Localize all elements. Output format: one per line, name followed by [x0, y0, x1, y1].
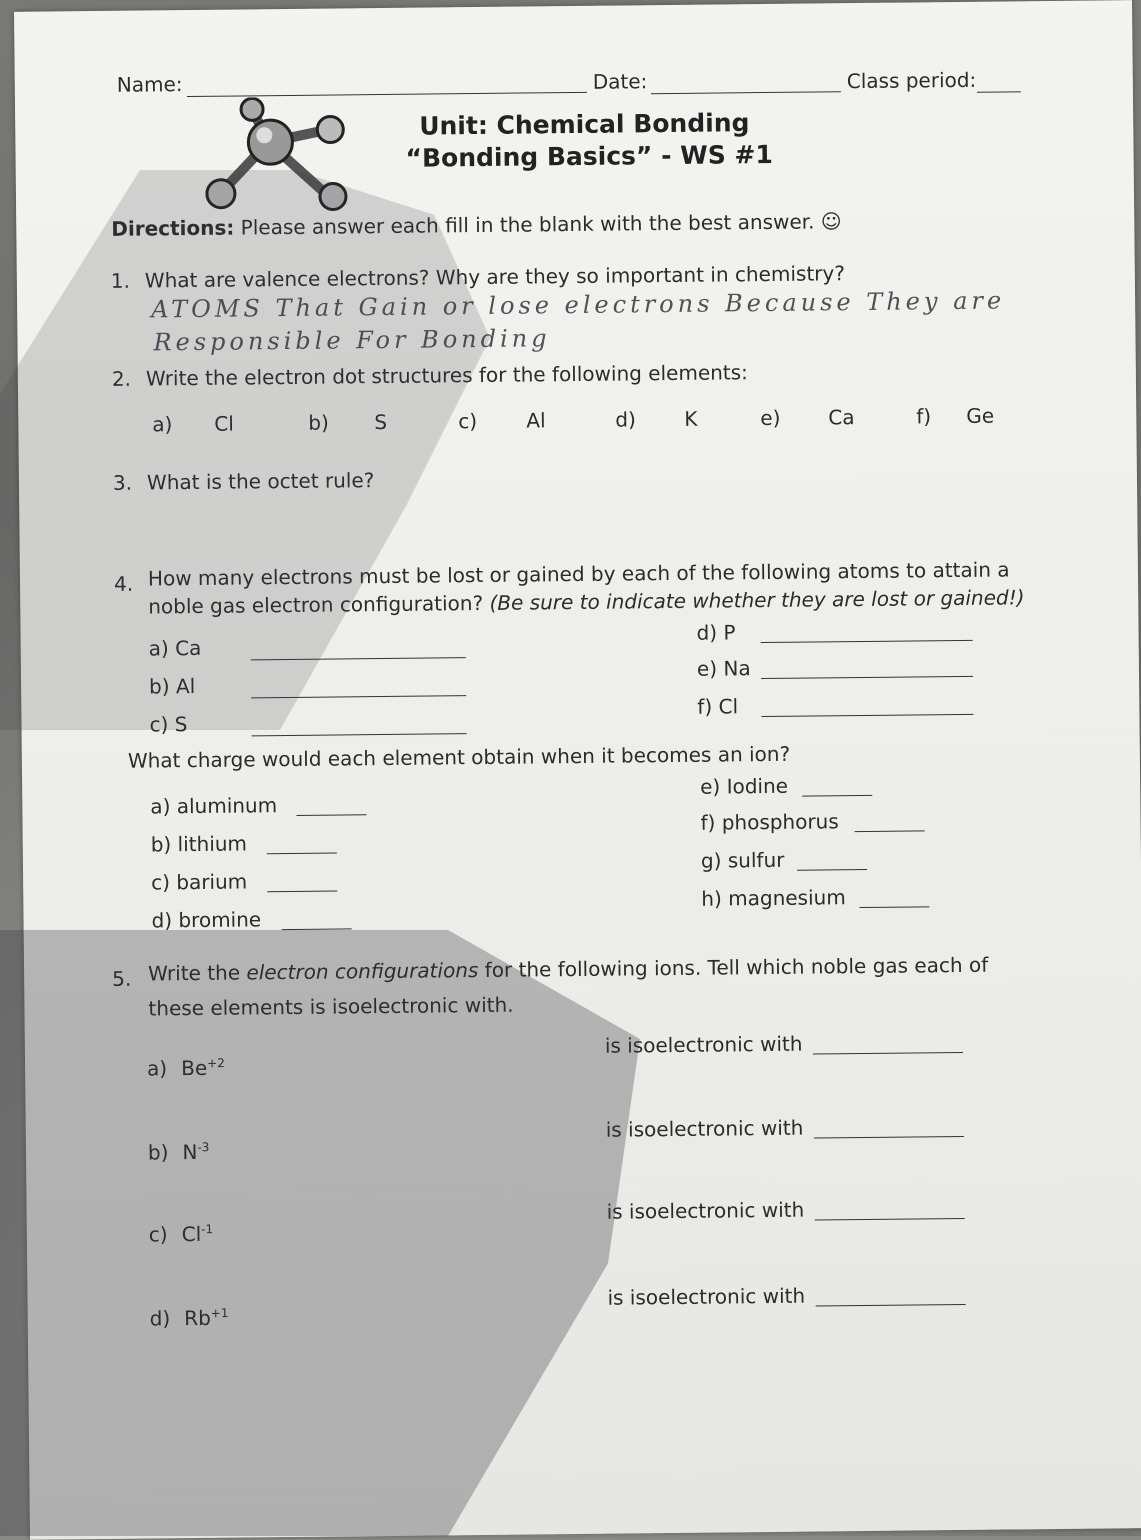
q1-answer-line2[interactable]: Responsible For Bonding	[153, 324, 551, 357]
q4-left-blank[interactable]	[251, 695, 466, 698]
q5-ion-charge: +1	[210, 1306, 229, 1321]
name-blank[interactable]	[187, 92, 587, 97]
q2-item-symbol: K	[684, 406, 698, 431]
class-period-blank[interactable]	[977, 91, 1021, 92]
q5-text-line2: these elements is isoelectronic with.	[148, 992, 514, 1021]
q2-item-letter: f)	[916, 404, 932, 429]
charge-left-item: b) lithium	[150, 831, 248, 857]
charge-question: What charge would each element obtain when it becomes an ion?	[127, 741, 791, 773]
q2-item-letter: b)	[308, 410, 329, 435]
charge-right-blank[interactable]	[797, 869, 867, 871]
class-period-label: Class period:	[846, 67, 977, 94]
q1-answer-line1[interactable]: ATOMS That Gain or lose electrons Because They are	[151, 286, 1006, 324]
charge-left-blank[interactable]	[267, 891, 337, 893]
charge-left-item: d) bromine	[151, 907, 262, 933]
q4-left-blank[interactable]	[251, 657, 466, 660]
name-label: Name:	[116, 72, 183, 97]
charge-right-item: h) magnesium	[701, 885, 846, 911]
q5-ion-charge: +2	[207, 1056, 225, 1071]
charge-left-blank[interactable]	[282, 928, 352, 930]
q5-ion	[149, 1222, 214, 1247]
q4-text-line2-main: noble gas electron configuration?	[148, 590, 484, 619]
smiley-icon: ☺	[820, 209, 842, 234]
charge-right-item: g) sulfur	[700, 847, 785, 873]
q5-ion-letter: d)	[149, 1306, 171, 1331]
q5-isoelectronic-blank[interactable]	[813, 1052, 963, 1055]
q1-text: What are valence electrons? Why are they so important in chemistry?	[144, 261, 846, 293]
q5-text-post: for the following ions. Tell which noble gas each of	[484, 952, 989, 982]
q2-item-symbol: Cl	[214, 411, 235, 436]
directions-label: Directions:	[111, 215, 235, 241]
q5-ion-symbol: Rb	[184, 1305, 211, 1331]
date-blank[interactable]	[651, 91, 841, 94]
q4-left-item: a) Ca	[148, 635, 202, 661]
unit-title: Unit: Chemical Bonding	[419, 108, 750, 141]
q2-number: 2.	[111, 366, 132, 391]
directions-text: Please answer each fill in the blank with the best answer.	[240, 209, 815, 240]
q5-ion-symbol: Be	[181, 1055, 208, 1081]
q4-right-blank[interactable]	[761, 640, 973, 643]
q5-ion-letter: b)	[147, 1140, 169, 1165]
q5-ion-charge: -1	[201, 1222, 214, 1237]
q5-ion	[147, 1056, 225, 1081]
q5-isoelectronic-blank[interactable]	[816, 1304, 966, 1307]
q5-isoelectronic-label: is isoelectronic with	[607, 1283, 806, 1310]
charge-right-item: e) Iodine	[700, 773, 789, 799]
charge-left-item: c) barium	[151, 869, 248, 895]
q4-right-item: e) Na	[696, 656, 751, 681]
q4-left-item: c) S	[149, 712, 188, 737]
q2-text: Write the electron dot structures for the following elements:	[145, 360, 748, 391]
charge-left-item: a) aluminum	[150, 793, 278, 819]
q4-left-item: b) Al	[148, 673, 196, 699]
molecule-icon	[190, 96, 366, 223]
q4-right-item: d) P	[696, 620, 736, 645]
q2-item-symbol: Al	[526, 408, 546, 433]
q5-ion-symbol: Cl	[181, 1221, 202, 1247]
q5-ion-letter: c)	[148, 1222, 168, 1247]
charge-right-blank[interactable]	[859, 906, 929, 908]
q2-item-letter: c)	[458, 409, 478, 434]
q4-text-line2	[148, 585, 1024, 618]
q1-number: 1.	[110, 268, 131, 293]
q5-ion-letter: a)	[146, 1056, 168, 1081]
worksheet-title: “Bonding Basics” - WS #1	[405, 139, 773, 173]
q2-item-symbol: S	[374, 409, 388, 435]
q4-text-line1: How many electrons must be lost or gained by each of the following atoms to attain a	[147, 557, 1010, 591]
q5-ion-charge: -3	[197, 1140, 210, 1155]
q2-item-symbol: Ca	[828, 405, 855, 430]
charge-right-blank[interactable]	[802, 795, 872, 797]
q5-text-pre: Write the	[147, 960, 241, 986]
q5-isoelectronic-blank[interactable]	[815, 1218, 965, 1221]
worksheet-paper	[14, 0, 1141, 1540]
q5-text-line1	[148, 953, 988, 986]
q4-number: 4.	[113, 571, 134, 596]
q5-isoelectronic-blank[interactable]	[814, 1136, 964, 1139]
q5-isoelectronic-label: is isoelectronic with	[606, 1197, 805, 1224]
q5-number: 5.	[112, 966, 132, 991]
q2-item-letter: e)	[760, 405, 781, 431]
q5-text-italic: electron configurations	[246, 958, 479, 985]
charge-left-blank[interactable]	[296, 814, 366, 816]
charge-left-blank[interactable]	[267, 853, 337, 855]
q4-right-blank[interactable]	[761, 714, 973, 717]
charge-right-blank[interactable]	[855, 830, 925, 832]
q5-ion-symbol: N	[182, 1139, 198, 1165]
q4-left-blank[interactable]	[252, 733, 467, 736]
q3-number: 3.	[112, 470, 133, 495]
charge-right-item: f) phosphorus	[700, 809, 839, 835]
q3-text: What is the octet rule?	[146, 468, 375, 495]
q5-isoelectronic-label: is isoelectronic with	[604, 1031, 803, 1058]
q2-item-letter: a)	[152, 412, 173, 437]
q2-item-symbol: Ge	[966, 403, 995, 428]
q2-item-letter: d)	[615, 407, 636, 432]
q5-isoelectronic-label: is isoelectronic with	[605, 1115, 804, 1142]
q4-right-blank[interactable]	[761, 676, 973, 679]
q4-right-item: f) Cl	[697, 694, 739, 719]
q5-ion	[150, 1306, 229, 1331]
q4-text-line2-italic: (Be sure to indicate whether they are lost or gained!)	[489, 585, 1025, 615]
q5-ion	[148, 1140, 210, 1165]
date-label: Date:	[592, 69, 648, 94]
